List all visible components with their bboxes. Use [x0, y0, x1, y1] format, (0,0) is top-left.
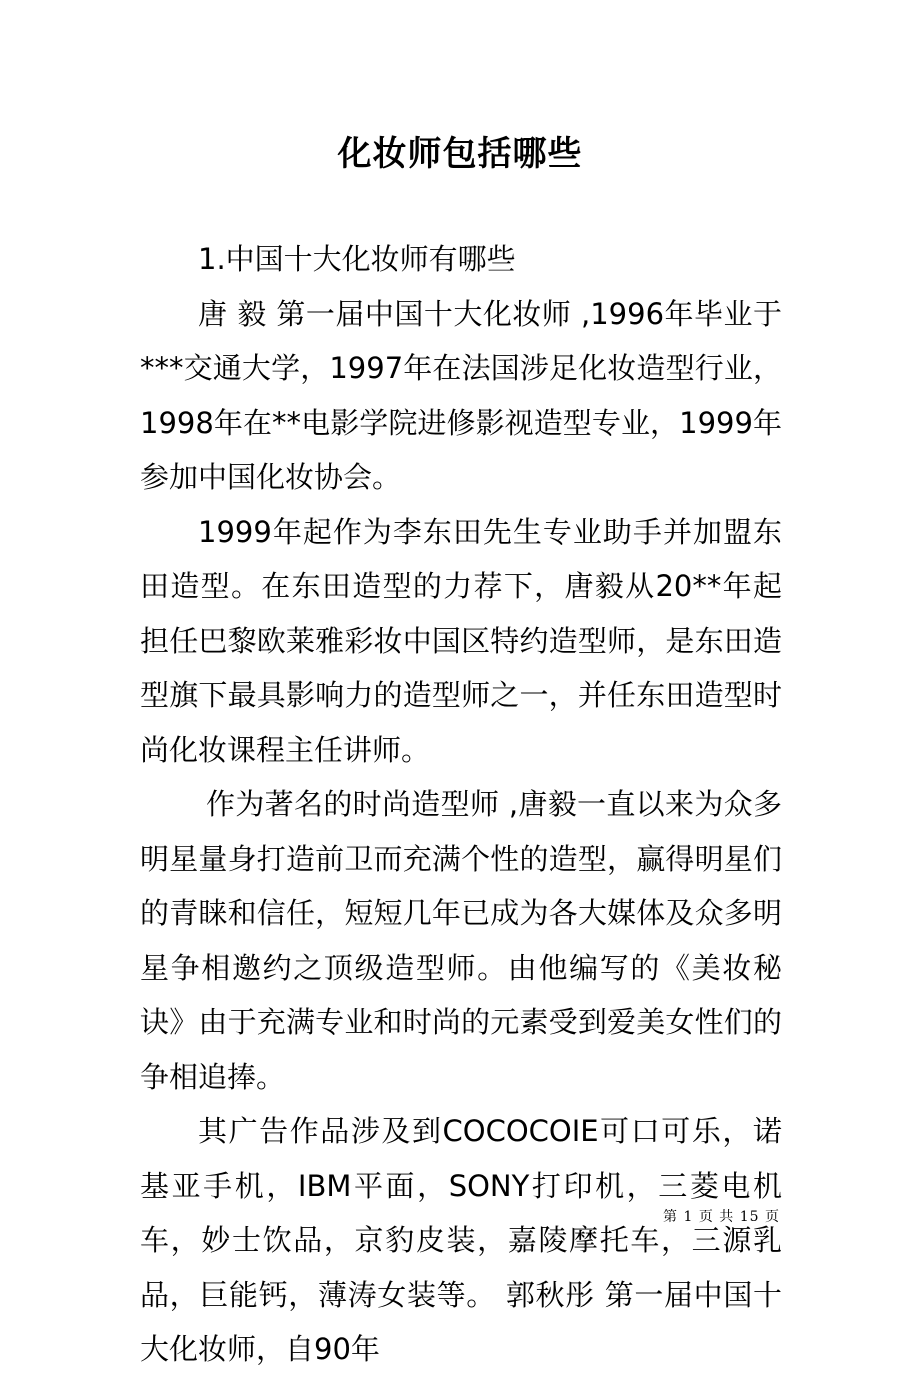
paragraph-3: 作为著名的时尚造型师 ,唐毅一直以来为众多明星量身打造前卫而充满个性的造型，赢得明星们的青睐和信任，短短几年已成为各大媒体及众多明星争相邀约之顶级造型师。由他编写的《美妆秘诀》由于充满专业和时尚的元素受到爱美女性们的争相追捧。: [140, 787, 782, 1094]
paragraph-2: 1999年起作为李东田先生专业助手并加盟东田造型。在东田造型的力荐下，唐毅从20**年起担任巴黎欧莱雅彩妆中国区特约造型师，是东田造型旗下最具影响力的造型师之一，并任东田造型时尚化妆课程主任讲师。: [140, 514, 782, 767]
paragraph-1: 唐 毅 第一届中国十大化妆师 ,1996年毕业于***交通大学，1997年在法国涉足化妆造型行业，1998年在**电影学院进修影视造型专业，1999年参加中国化妆协会。: [140, 296, 782, 494]
section-heading: 1.中国十大化妆师有哪些: [198, 242, 516, 276]
document-body: [140, 232, 782, 1377]
document-title: 化妆师包括哪些: [337, 134, 583, 174]
paragraph-4: 其广告作品涉及到COCOCOIE可口可乐，诺基亚手机，IBM平面，SONY打印机，三菱电机车，妙士饮品，京豹皮装，嘉陵摩托车，三源乳品，巨能钙，薄涛女装等。 郭秋彤 第一届中国十大化妆师，自90年: [140, 1114, 782, 1366]
page-footer: 第 1 页 共 15 页: [663, 1209, 780, 1225]
